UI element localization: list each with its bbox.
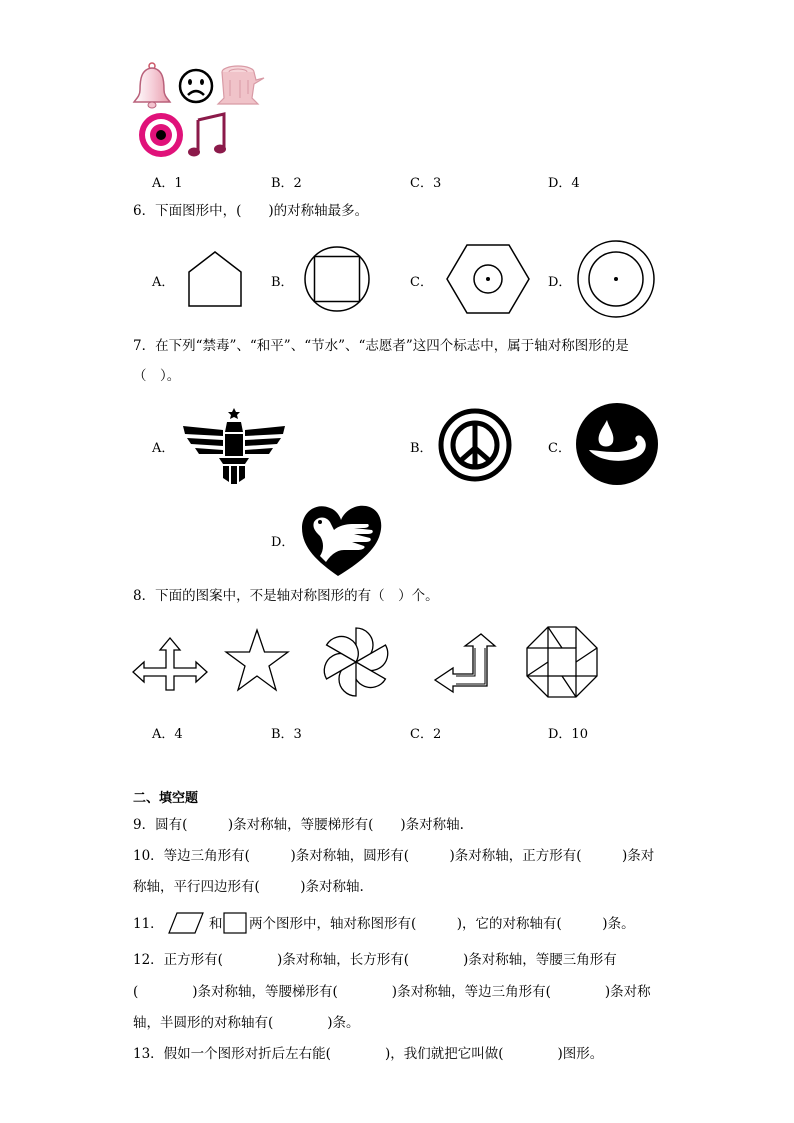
pentagon-house-shape (188, 250, 242, 308)
section-title: 二、填空题 (133, 791, 199, 806)
octagon-pattern-shape (526, 626, 598, 698)
q7-option-b[interactable]: B． (410, 441, 433, 456)
target-icon (138, 112, 184, 158)
star-shape (224, 628, 290, 692)
q5-option-d[interactable]: D．4 (548, 176, 580, 191)
tree-stump-icon (218, 64, 268, 106)
parallelogram-shape (168, 912, 204, 934)
volunteer-heart-logo (298, 500, 384, 580)
peace-sign-logo (438, 408, 512, 482)
q13-text: 13．假如一个图形对折后左右能( )，我们就把它叫做( )图形。 (133, 1046, 604, 1062)
hexagon-circle-shape (446, 244, 530, 314)
square-in-circle-shape (304, 246, 370, 312)
q6-stem: 6．下面图形中，( )的对称轴最多。 (133, 203, 369, 219)
q12-line2: ( )条对称轴，等腰梯形有( )条对称轴，等边三角形有( )条对称 (133, 984, 651, 1000)
q7-stem-line1: 7．在下列“禁毒”、“和平”、“节水”、“志愿者”这四个标志中，属于轴对称图形的是 (133, 338, 629, 354)
q8-stem: 8．下面的图案中，不是轴对称图形的有（ ）个。 (133, 588, 439, 604)
q6-option-d[interactable]: D． (548, 275, 572, 290)
q7-option-c[interactable]: C． (548, 441, 571, 456)
q12-line3: 轴，半圆形的对称轴有( )条。 (133, 1015, 360, 1031)
q10-line1: 10．等边三角形有( )条对称轴，圆形有( )条对称轴，正方形有( )条对 (133, 848, 655, 864)
q6-option-c[interactable]: C． (410, 275, 433, 290)
square-shape (223, 912, 247, 934)
q7-stem-line2: （ ）。 (133, 368, 181, 384)
water-drop-logo (575, 402, 659, 486)
bell-icon (132, 62, 172, 108)
three-way-arrow-shape (132, 636, 208, 692)
sad-face-icon (178, 68, 214, 104)
q5-option-a[interactable]: A．1 (152, 176, 183, 191)
music-note-icon (186, 112, 230, 158)
q6-option-b[interactable]: B． (271, 275, 294, 290)
q8-option-b[interactable]: B．3 (271, 727, 302, 742)
q5-option-b[interactable]: B．2 (271, 176, 302, 191)
q9-text: 9．圆有( )条对称轴，等腰梯形有( )条对称轴. (133, 817, 464, 833)
q8-option-a[interactable]: A．4 (152, 727, 183, 742)
q12-line1: 12．正方形有( )条对称轴，长方形有( )条对称轴，等腰三角形有 (133, 952, 617, 968)
q10-line2: 称轴，平行四边形有( )条对称轴. (133, 879, 364, 895)
q7-option-a[interactable]: A． (152, 441, 175, 456)
q11-mid: 和 (209, 916, 223, 932)
q8-option-c[interactable]: C．2 (410, 727, 442, 742)
q8-option-d[interactable]: D．10 (548, 727, 588, 742)
eagle-logo (183, 404, 285, 484)
bent-arrow-shape (433, 632, 497, 694)
q5-option-c[interactable]: C．3 (410, 176, 442, 191)
concentric-circles-shape (576, 239, 656, 319)
q11-prefix: 11． (133, 916, 164, 932)
pinwheel-shape (320, 626, 392, 698)
q7-option-d[interactable]: D． (271, 535, 295, 550)
q11-suffix: 两个图形中，轴对称图形有( )，它的对称轴有( )条。 (249, 916, 635, 932)
q6-option-a[interactable]: A． (152, 275, 175, 290)
